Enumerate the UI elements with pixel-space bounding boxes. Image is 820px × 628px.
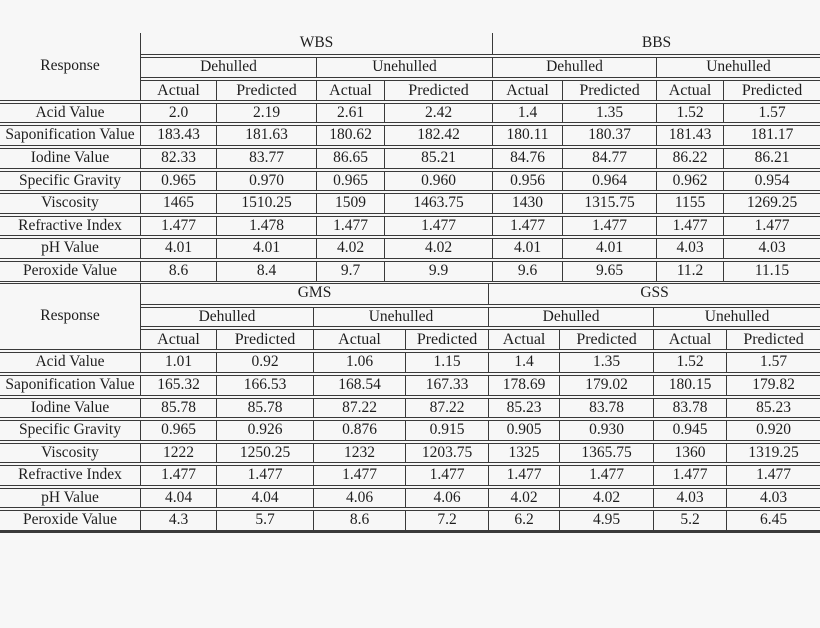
- row-label-cell: Saponification Value: [0, 375, 141, 396]
- value-cell: 1.52: [657, 103, 724, 124]
- measure-header-cell: Actual: [314, 329, 406, 350]
- value-cell: 0.920: [727, 420, 820, 441]
- value-cell: 4.02: [385, 238, 493, 259]
- table-row: [0, 352, 820, 373]
- value-cell: 179.82: [727, 375, 820, 396]
- value-cell: 4.06: [314, 488, 406, 509]
- value-cell: 4.01: [493, 238, 563, 259]
- row-label-cell: Iodine Value: [0, 398, 141, 419]
- table-row: [0, 261, 820, 282]
- table-row: [0, 103, 820, 124]
- table-row: [0, 238, 820, 259]
- value-cell: 85.78: [217, 398, 314, 419]
- row-label-cell: Acid Value: [0, 103, 141, 124]
- value-cell: 0.956: [493, 171, 563, 192]
- value-cell: 0.930: [560, 420, 654, 441]
- value-cell: 1.477: [317, 216, 385, 237]
- value-cell: 9.7: [317, 261, 385, 282]
- value-cell: 1.52: [654, 352, 727, 373]
- value-cell: 1.477: [406, 465, 489, 486]
- value-cell: 84.77: [563, 148, 657, 169]
- sample-group-header: GSS: [489, 283, 820, 305]
- value-cell: 1.35: [563, 103, 657, 124]
- value-cell: 1430: [493, 193, 563, 214]
- value-cell: 6.2: [489, 510, 560, 533]
- value-cell: 2.61: [317, 103, 385, 124]
- value-cell: 83.77: [217, 148, 317, 169]
- hulling-subgroup-header: Dehulled: [141, 57, 317, 78]
- value-cell: 181.63: [217, 125, 317, 146]
- properties-table-wbs-bbs: [0, 31, 820, 284]
- value-cell: 4.03: [657, 238, 724, 259]
- value-cell: 4.01: [141, 238, 217, 259]
- table-row: [0, 420, 820, 441]
- table-row: [0, 125, 820, 146]
- value-cell: 1325: [489, 443, 560, 464]
- table-row: [0, 171, 820, 192]
- hulling-subgroup-header: Dehulled: [489, 307, 654, 328]
- value-cell: 2.0: [141, 103, 217, 124]
- value-cell: 180.15: [654, 375, 727, 396]
- value-cell: 0.965: [141, 420, 217, 441]
- value-cell: 1155: [657, 193, 724, 214]
- value-cell: 166.53: [217, 375, 314, 396]
- sample-group-header: WBS: [141, 33, 493, 55]
- measure-header-cell: Actual: [657, 80, 724, 101]
- value-cell: 86.65: [317, 148, 385, 169]
- value-cell: 1465: [141, 193, 217, 214]
- value-cell: 1.477: [563, 216, 657, 237]
- measure-header-cell: Predicted: [563, 80, 657, 101]
- value-cell: 1203.75: [406, 443, 489, 464]
- value-cell: 0.960: [385, 171, 493, 192]
- value-cell: 11.15: [724, 261, 820, 282]
- value-cell: 83.78: [654, 398, 727, 419]
- value-cell: 1509: [317, 193, 385, 214]
- value-cell: 8.6: [141, 261, 217, 282]
- measure-header-cell: Predicted: [217, 80, 317, 101]
- table-row: [0, 488, 820, 509]
- value-cell: 1.477: [489, 465, 560, 486]
- value-cell: 180.11: [493, 125, 563, 146]
- measure-header-cell: Predicted: [406, 329, 489, 350]
- value-cell: 86.22: [657, 148, 724, 169]
- table-row: [0, 148, 820, 169]
- row-label-cell: Acid Value: [0, 352, 141, 373]
- properties-table-gms-gss: [0, 281, 820, 536]
- value-cell: 4.03: [727, 488, 820, 509]
- response-header-cell: Response: [0, 33, 141, 101]
- measure-header-cell: Actual: [317, 80, 385, 101]
- table-row: [0, 216, 820, 237]
- value-cell: 83.78: [560, 398, 654, 419]
- value-cell: 9.9: [385, 261, 493, 282]
- table-row: [0, 193, 820, 214]
- value-cell: 165.32: [141, 375, 217, 396]
- measure-header-cell: Actual: [654, 329, 727, 350]
- value-cell: 4.06: [406, 488, 489, 509]
- value-cell: 6.45: [727, 510, 820, 533]
- row-label-cell: Viscosity: [0, 443, 141, 464]
- value-cell: 1222: [141, 443, 217, 464]
- value-cell: 85.78: [141, 398, 217, 419]
- value-cell: 0.954: [724, 171, 820, 192]
- sample-group-header: BBS: [493, 33, 820, 55]
- value-cell: 87.22: [406, 398, 489, 419]
- value-cell: 180.62: [317, 125, 385, 146]
- measure-header-cell: Actual: [493, 80, 563, 101]
- measure-header-cell: Predicted: [385, 80, 493, 101]
- hulling-subgroup-header: Unehulled: [654, 307, 820, 328]
- row-label-cell: Specific Gravity: [0, 171, 141, 192]
- value-cell: 1.15: [406, 352, 489, 373]
- value-cell: 4.02: [489, 488, 560, 509]
- response-header-cell: Response: [0, 283, 141, 351]
- table-row: [0, 375, 820, 396]
- value-cell: 1.478: [217, 216, 317, 237]
- value-cell: 4.02: [317, 238, 385, 259]
- value-cell: 1365.75: [560, 443, 654, 464]
- value-cell: 1.477: [385, 216, 493, 237]
- value-cell: 181.43: [657, 125, 724, 146]
- row-label-cell: Iodine Value: [0, 148, 141, 169]
- value-cell: 2.42: [385, 103, 493, 124]
- hulling-subgroup-header: Unehulled: [317, 57, 493, 78]
- value-cell: 4.01: [217, 238, 317, 259]
- value-cell: 1319.25: [727, 443, 820, 464]
- value-cell: 4.04: [217, 488, 314, 509]
- value-cell: 8.6: [314, 510, 406, 533]
- value-cell: 178.69: [489, 375, 560, 396]
- value-cell: 1.06: [314, 352, 406, 373]
- value-cell: 0.905: [489, 420, 560, 441]
- value-cell: 2.19: [217, 103, 317, 124]
- measure-header-cell: Predicted: [727, 329, 820, 350]
- value-cell: 1.477: [493, 216, 563, 237]
- value-cell: 1.477: [654, 465, 727, 486]
- value-cell: 4.01: [563, 238, 657, 259]
- row-label-cell: pH Value: [0, 488, 141, 509]
- value-cell: 1.477: [657, 216, 724, 237]
- value-cell: 1463.75: [385, 193, 493, 214]
- value-cell: 1.01: [141, 352, 217, 373]
- measure-header-cell: Actual: [489, 329, 560, 350]
- value-cell: 1.477: [217, 465, 314, 486]
- hulling-subgroup-header: Dehulled: [493, 57, 657, 78]
- value-cell: 0.964: [563, 171, 657, 192]
- row-label-cell: Peroxide Value: [0, 261, 141, 282]
- measure-header-cell: Actual: [141, 80, 217, 101]
- hulling-subgroup-header: Dehulled: [141, 307, 314, 328]
- value-cell: 9.65: [563, 261, 657, 282]
- value-cell: 1232: [314, 443, 406, 464]
- row-label-cell: Refractive Index: [0, 465, 141, 486]
- value-cell: 4.03: [724, 238, 820, 259]
- value-cell: 1.477: [560, 465, 654, 486]
- value-cell: 0.945: [654, 420, 727, 441]
- row-label-cell: Viscosity: [0, 193, 141, 214]
- hulling-subgroup-header: Unehulled: [314, 307, 489, 328]
- row-label-cell: Refractive Index: [0, 216, 141, 237]
- row-label-cell: Saponification Value: [0, 125, 141, 146]
- value-cell: 9.6: [493, 261, 563, 282]
- value-cell: 4.04: [141, 488, 217, 509]
- measure-header-cell: Predicted: [217, 329, 314, 350]
- value-cell: 4.95: [560, 510, 654, 533]
- value-cell: 1269.25: [724, 193, 820, 214]
- value-cell: 11.2: [657, 261, 724, 282]
- hulling-subgroup-header: Unehulled: [657, 57, 820, 78]
- measure-header-cell: Actual: [141, 329, 217, 350]
- value-cell: 87.22: [314, 398, 406, 419]
- value-cell: 1.35: [560, 352, 654, 373]
- value-cell: 167.33: [406, 375, 489, 396]
- row-label-cell: Specific Gravity: [0, 420, 141, 441]
- value-cell: 85.23: [489, 398, 560, 419]
- value-cell: 0.970: [217, 171, 317, 192]
- value-cell: 0.965: [141, 171, 217, 192]
- value-cell: 1.477: [141, 465, 217, 486]
- value-cell: 1.477: [141, 216, 217, 237]
- value-cell: 1250.25: [217, 443, 314, 464]
- value-cell: 86.21: [724, 148, 820, 169]
- value-cell: 168.54: [314, 375, 406, 396]
- value-cell: 5.2: [654, 510, 727, 533]
- value-cell: 0.926: [217, 420, 314, 441]
- value-cell: 183.43: [141, 125, 217, 146]
- value-cell: 0.962: [657, 171, 724, 192]
- row-label-cell: pH Value: [0, 238, 141, 259]
- value-cell: 1.57: [724, 103, 820, 124]
- sample-group-header: GMS: [141, 283, 489, 305]
- value-cell: 0.92: [217, 352, 314, 373]
- table-row: [0, 510, 820, 533]
- value-cell: 1315.75: [563, 193, 657, 214]
- value-cell: 1.4: [493, 103, 563, 124]
- value-cell: 82.33: [141, 148, 217, 169]
- value-cell: 1.4: [489, 352, 560, 373]
- value-cell: 1.57: [727, 352, 820, 373]
- value-cell: 179.02: [560, 375, 654, 396]
- value-cell: 182.42: [385, 125, 493, 146]
- row-label-cell: Peroxide Value: [0, 510, 141, 533]
- measure-header-cell: Predicted: [724, 80, 820, 101]
- table-row: [0, 398, 820, 419]
- value-cell: 4.3: [141, 510, 217, 533]
- value-cell: 1360: [654, 443, 727, 464]
- value-cell: 5.7: [217, 510, 314, 533]
- value-cell: 0.876: [314, 420, 406, 441]
- value-cell: 85.23: [727, 398, 820, 419]
- value-cell: 0.915: [406, 420, 489, 441]
- value-cell: 1.477: [727, 465, 820, 486]
- value-cell: 85.21: [385, 148, 493, 169]
- value-cell: 1.477: [314, 465, 406, 486]
- table-row: [0, 443, 820, 464]
- measure-header-cell: Predicted: [560, 329, 654, 350]
- value-cell: 7.2: [406, 510, 489, 533]
- value-cell: 180.37: [563, 125, 657, 146]
- value-cell: 4.03: [654, 488, 727, 509]
- value-cell: 1.477: [724, 216, 820, 237]
- value-cell: 0.965: [317, 171, 385, 192]
- value-cell: 84.76: [493, 148, 563, 169]
- table-row: [0, 465, 820, 486]
- value-cell: 1510.25: [217, 193, 317, 214]
- value-cell: 4.02: [560, 488, 654, 509]
- value-cell: 181.17: [724, 125, 820, 146]
- value-cell: 8.4: [217, 261, 317, 282]
